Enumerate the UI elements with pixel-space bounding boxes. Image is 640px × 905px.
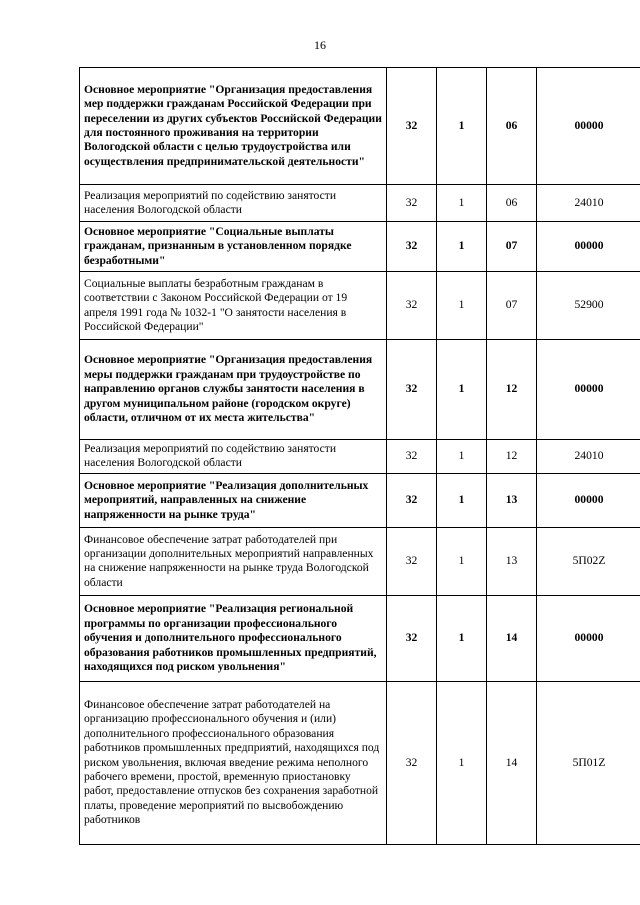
row-code-4: 5П01Z [537,681,640,844]
row-code-4: 24010 [537,185,640,222]
table-row [80,440,640,474]
row-name: Основное мероприятие "Организация предоставления мер поддержки гражданам Российской Федерации при переселении из других субъектов Российской Федерации для постоянного проживания на территории Вологодской области с целью трудоустройства или осуществления предпринимательской деятельности" [80,68,387,185]
row-code-4: 00000 [537,68,640,185]
row-code-3: 07 [487,272,537,340]
row-code-1: 32 [387,681,437,844]
row-name: Основное мероприятие "Реализация региональной программы по организации профессионального обучения и дополнительного профессионального образования работников промышленных предприятий, находящихся под риском увольнения" [80,595,387,681]
row-code-2: 1 [437,272,487,340]
row-name: Основное мероприятие "Социальные выплаты гражданам, признанным в установленном порядке безработными" [80,222,387,272]
table-row [80,681,640,844]
table-row [80,272,640,340]
row-code-2: 1 [437,222,487,272]
row-code-1: 32 [387,68,437,185]
table-row [80,340,640,440]
row-code-3: 12 [487,440,537,474]
row-code-4: 00000 [537,222,640,272]
table-row [80,222,640,272]
budget-classification-table [79,67,640,845]
row-code-3: 13 [487,527,537,595]
row-code-1: 32 [387,527,437,595]
row-name: Реализация мероприятий по содействию занятости населения Вологодской области [80,440,387,474]
row-code-2: 1 [437,185,487,222]
row-name: Финансовое обеспечение затрат работодателей на организацию профессионального обучения и (или) дополнительного профессионального образования работников промышленных предприятий, находящихся под риском увольнения, включая введение режима неполного рабочего времени, простой, временную приостановку работ, предоставление отпусков без сохранения заработной платы, проведение мероприятий по высвобождению работников [80,681,387,844]
row-code-2: 1 [437,68,487,185]
row-code-2: 1 [437,681,487,844]
row-code-2: 1 [437,473,487,527]
row-code-3: 14 [487,681,537,844]
row-code-3: 12 [487,340,537,440]
row-code-1: 32 [387,272,437,340]
row-code-2: 1 [437,527,487,595]
row-name: Реализация мероприятий по содействию занятости населения Вологодской области [80,185,387,222]
row-name: Основное мероприятие "Организация предоставления меры поддержки гражданам при трудоустройстве по направлению органов службы занятости населения в другом муниципальном районе (городском округе) области, отличном от их места жительства" [80,340,387,440]
row-code-3: 07 [487,222,537,272]
row-code-4: 52900 [537,272,640,340]
row-name: Социальные выплаты безработным гражданам в соответствии с Законом Российской Федерации от 19 апреля 1991 года № 1032-1 "О занятости населения в Российской Федерации" [80,272,387,340]
row-code-1: 32 [387,340,437,440]
row-code-4: 00000 [537,473,640,527]
table-row [80,185,640,222]
table-row [80,68,640,185]
row-code-1: 32 [387,473,437,527]
row-code-1: 32 [387,185,437,222]
row-code-2: 1 [437,340,487,440]
row-code-1: 32 [387,595,437,681]
row-name: Финансовое обеспечение затрат работодателей при организации дополнительных мероприятий направленных на снижение напряженности на рынке труда Вологодской области [80,527,387,595]
table-row [80,473,640,527]
row-code-1: 32 [387,222,437,272]
row-code-4: 5П02Z [537,527,640,595]
row-code-3: 14 [487,595,537,681]
row-code-3: 06 [487,68,537,185]
table-row [80,527,640,595]
row-code-2: 1 [437,595,487,681]
row-code-3: 13 [487,473,537,527]
row-code-4: 00000 [537,595,640,681]
page-number: 16 [314,38,326,52]
row-code-1: 32 [387,440,437,474]
row-code-3: 06 [487,185,537,222]
row-code-4: 24010 [537,440,640,474]
row-code-4: 00000 [537,340,640,440]
row-code-2: 1 [437,440,487,474]
row-name: Основное мероприятие "Реализация дополнительных мероприятий, направленных на снижение напряженности на рынке труда" [80,473,387,527]
table-row [80,595,640,681]
